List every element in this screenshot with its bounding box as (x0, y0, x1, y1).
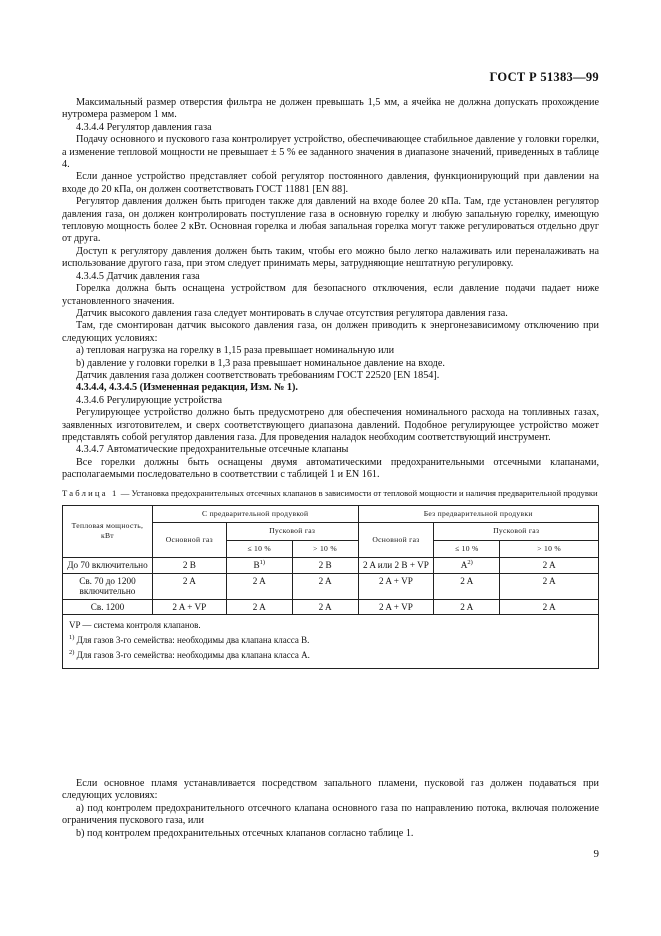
table-cell: 2 A (292, 573, 358, 599)
page-number: 9 (593, 848, 599, 860)
list-item: а) под контролем предохранительного отсечного клапана основного газа по направлению потока, включая положение ограничения пускового газа, или (62, 802, 599, 827)
paragraph: Все горелки должны быть оснащены двумя автоматическими предохранительными отсечными клапанами, располагаемыми последовательно в соответствии с таблицей 1 и EN 161. (62, 456, 599, 481)
header-le10: ≤ 10 % (226, 540, 292, 558)
footnote-1 (69, 634, 592, 646)
note-vp: VP — система контроля клапанов. (69, 620, 201, 631)
table-cell: 2 A (226, 599, 292, 615)
table-cell: 2 A + VP (358, 573, 434, 599)
paragraph: Регулятор давления должен быть пригоден также для давлений на входе более 20 кПа. Там, где установлен регулятор давления газа, он должен контролировать поступление газа в основную горелку и любую запальную горелку, имеющую тепловую мощность более 2 кВт. Основная горелка и любая запальная горелка могут также регулироваться отдельно друг от друга. (62, 196, 599, 245)
table-cell: 2 A (152, 573, 226, 599)
header-main-gas: Основной газ (152, 523, 226, 558)
cell-value: B (253, 560, 260, 571)
table-cell: 2 B (152, 558, 226, 574)
paragraph: Если основное пламя устанавливается посредством запального пламени, пусковой газ должен подаваться при следующих условиях: (62, 778, 599, 802)
table-row (63, 558, 599, 574)
table-caption-text: — Установка предохранительных отсечных клапанов в зависимости от тепловой мощности и наличия предварительной продувки (118, 487, 598, 498)
header-with-purge: С предварительной продувкой (152, 505, 358, 523)
header-main-gas: Основной газ (358, 523, 434, 558)
table-cell: 2 A (500, 599, 599, 615)
table-cell: 2 A (292, 599, 358, 615)
table-cell (434, 558, 500, 574)
table-notes (63, 615, 599, 669)
amendment-note: 4.3.4.4, 4.3.4.5 (Измененная редакция, Изм. № 1). (76, 382, 298, 394)
paragraph: Подачу основного и пускового газа контролирует устройство, обеспечивающее стабильное давление у головки горелки, а изменение тепловой мощности не превышает ± 5 % ее заданного значения в диапазоне значений, приведенных в таблице 4. (62, 134, 599, 171)
table-cell: 2 A (434, 599, 500, 615)
row-label: До 70 включительно (63, 558, 153, 574)
paragraph: Датчик высокого давления газа следует монтировать в случае отсутствия регулятора давления газа. (76, 307, 508, 319)
row-label: Св. 1200 (63, 599, 153, 615)
section-heading: 4.3.4.4 Регулятор давления газа (76, 121, 212, 133)
paragraph: Датчик давления газа должен соответствовать требованиям ГОСТ 22520 [EN 1854]. (76, 369, 440, 381)
table-cell: 2 B (292, 558, 358, 574)
footnote-2 (69, 649, 592, 661)
table-cell (226, 558, 292, 574)
table-row (63, 599, 599, 615)
table-cell: 2 A (226, 573, 292, 599)
valves-table (62, 505, 599, 670)
header-gt10: > 10 % (292, 540, 358, 558)
footnote-mark: 1) (69, 634, 75, 642)
header-le10: ≤ 10 % (434, 540, 500, 558)
table-cell: 2 A (500, 573, 599, 599)
section-heading: 4.3.4.7 Автоматические предохранительные отсечные клапаны (76, 444, 349, 456)
paragraph: Максимальный размер отверстия фильтра не должен превышать 1,5 мм, а ячейка не должна допускать прохождение нутромера размером 1 мм. (62, 97, 599, 121)
table-caption (62, 488, 599, 499)
footnote-mark: 2) (467, 559, 473, 567)
list-item: b) под контролем предохранительных отсечных клапанов согласно таблице 1. (76, 827, 414, 839)
paragraph: Регулирующее устройство должно быть предусмотрено для обеспечения номинального расхода на топливных газах, заявленных изготовителем, и сверх соответствующего диапазона давлений. Подобное регулирующее устройство может представлять собой регулятор давления газа. Для проведения наладок необходим соответствующий инструмент. (62, 407, 599, 443)
header-power: Тепловая мощность, кВт (63, 505, 153, 558)
table-cell: 2 A или 2 B + VP (358, 558, 434, 574)
main-text (62, 97, 599, 669)
footnote-text: Для газов 3-го семейства: необходимы два клапана класса B. (74, 635, 310, 646)
section-heading: 4.3.4.6 Регулирующие устройства (76, 394, 223, 406)
after-table-text (62, 778, 599, 840)
footnote-mark: 2) (69, 649, 75, 657)
footnote-mark: 1) (259, 559, 265, 567)
list-item: b) давление у головки горелки в 1,3 раза превышает номинальное давление на входе. (76, 357, 445, 369)
header-start-gas: Пусковой газ (434, 523, 599, 541)
document-code-header: ГОСТ Р 51383—99 (489, 70, 599, 84)
paragraph: Там, где смонтирован датчик высокого давления газа, он должен приводить к энергонезависимому отключению при следующих условиях: (62, 320, 599, 344)
table-cell: 2 A + VP (152, 599, 226, 615)
table-cell: 2 A + VP (358, 599, 434, 615)
table-row (63, 573, 599, 599)
footnote-text: Для газов 3-го семейства: необходимы два клапана класса A. (74, 650, 310, 661)
header-start-gas: Пусковой газ (226, 523, 358, 541)
section-heading: 4.3.4.5 Датчик давления газа (76, 270, 200, 282)
row-label: Св. 70 до 1200 включительно (63, 573, 153, 599)
list-item: а) тепловая нагрузка на горелку в 1,15 раза превышает номинальную или (76, 345, 395, 357)
table-caption-label: Таблица 1 (62, 487, 119, 498)
cell-value: A (460, 560, 468, 571)
table-cell: 2 A (500, 558, 599, 574)
header-gt10: > 10 % (500, 540, 599, 558)
paragraph: Доступ к регулятору давления должен быть таким, чтобы его можно было легко налаживать или переналаживать на использование другого газа, при этом следует принимать меры, затрудняющие нештатную регулировку. (62, 245, 599, 270)
paragraph: Если данное устройство представляет собой регулятор постоянного давления, функционирующий при давлении на входе до 20 кПа, он должен соответствовать ГОСТ 11881 [EN 88]. (62, 171, 599, 195)
table-cell: 2 A (434, 573, 500, 599)
paragraph: Горелка должна быть оснащена устройством для безопасного отключения, если давление подачи падает ниже установленного значения. (62, 283, 599, 307)
header-without-purge: Без предварительной продувки (358, 505, 599, 523)
